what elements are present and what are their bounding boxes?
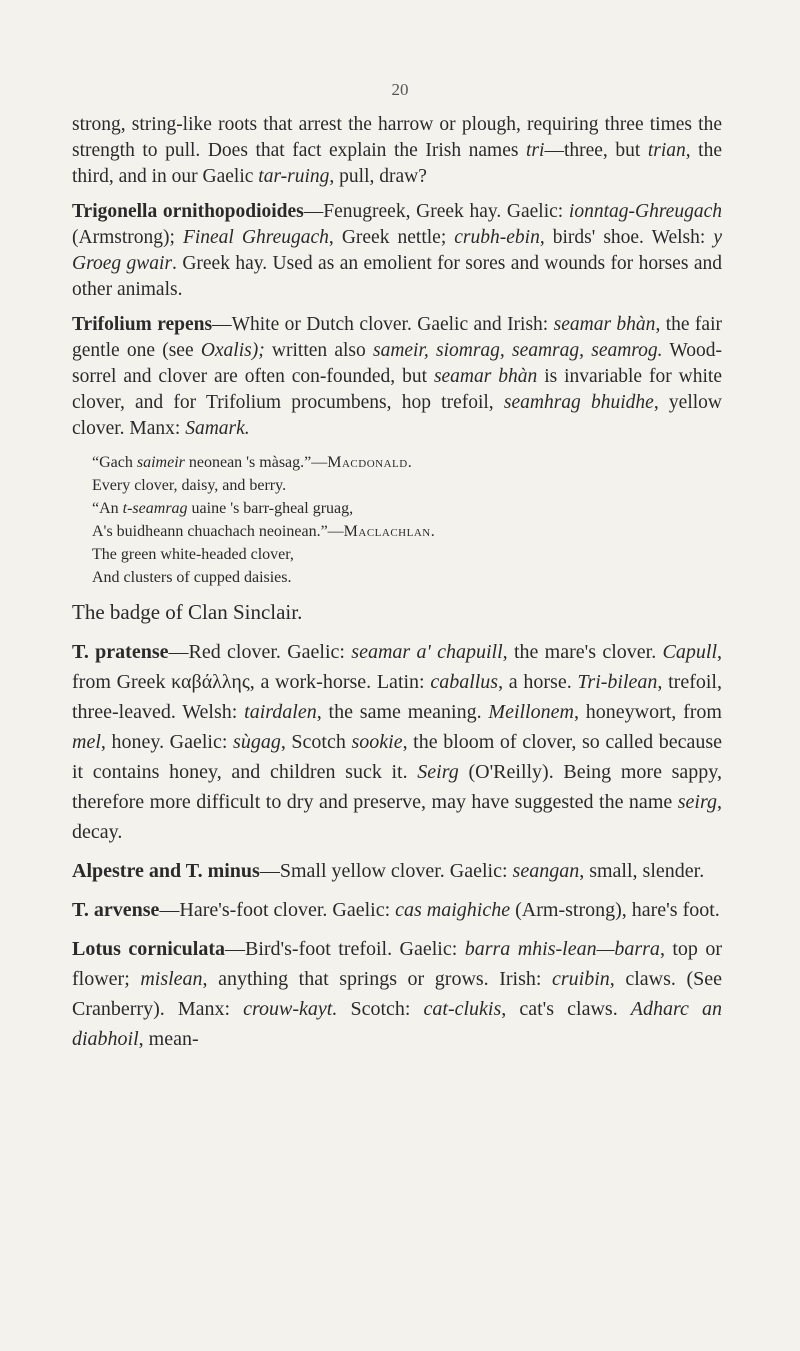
entry-t-arvense: T. arvense—Hare's-foot clover. Gaelic: cas maighiche (Arm-strong), hare's foot. — [72, 899, 720, 921]
entry-trifolium-repens: Trifolium repens—White or Dutch clover. Gaelic and Irish: seamar bhàn, the fair gentle one (see Oxalis); written also sameir, siomrag, seamrag, seamrog. Wood-sorrel and clover are often con-founded, but seamar bhàn is invariable for white clover, and for Trifolium procumbens, hop trefoil, seamhrag bhuidhe, yellow clover. Manx: Samark. — [72, 314, 722, 439]
paragraph-continuation: strong, string-like roots that arrest the harrow or plough, requiring three times the strength to pull. Does that fact explain the Irish names tri—three, but trian, the third, and in our Gaelic tar-ruing, pull, draw? — [72, 114, 722, 187]
body-text — [72, 112, 722, 1063]
clan-badge-note: The badge of Clan Sinclair. — [72, 600, 303, 624]
verse-line: “An t-seamrag uaine 's barr-gheal gruag, — [92, 500, 354, 517]
entry-heading: Trigonella ornithopodioides — [72, 201, 304, 222]
entry-lotus: Lotus corniculata—Bird's-foot trefoil. Gaelic: barra mhis-lean—barra, top or flower; mislean, anything that springs or grows. Irish: cruibin, claws. (See Cranberry). Manx: crouw-kayt. Scotch: cat-clukis, cat's claws. Adharc an diabhoil, mean- — [72, 938, 723, 1050]
verse-attribution: Macdonald. — [327, 454, 413, 471]
verse-quotation — [92, 451, 722, 589]
entry-heading: Alpestre and T. minus — [72, 860, 260, 882]
verse-line: “Gach saimeir neonean 's màsag.”—Macdonald. — [92, 454, 413, 471]
verse-attribution: Maclachlan. — [343, 523, 436, 540]
verse-line: The green white-headed clover, — [92, 546, 294, 563]
entry-t-pratense: T. pratense—Red clover. Gaelic: seamar a' chapuill, the mare's clover. Capull, from Greek καβάλλης, a work-horse. Latin: caballus, a horse. Tri-bilean, trefoil, three-leaved. Welsh: tairdalen, the same meaning. Meillonem, honeywort, from mel, honey. Gaelic: sùgag, Scotch sookie, the bloom of clover, so called because it contains honey, and children suck it. Seirg (O'Reilly). Being more sappy, therefore more difficult to dry and preserve, may have suggested the name seirg, decay. — [72, 641, 723, 843]
entry-heading: Lotus corniculata — [72, 938, 225, 960]
verse-line: A's buidheann chuachach neoinean.”—Maclachlan. — [92, 523, 436, 540]
entry-trigonella: Trigonella ornithopodioides—Fenugreek, Greek hay. Gaelic: ionntag-Ghreugach (Armstrong); Fineal Ghreugach, Greek nettle; crubh-ebin, birds' shoe. Welsh: y Groeg gwair. Greek hay. Used as an emolient for sores and wounds for horses and other animals. — [72, 201, 722, 300]
entry-alpestre: Alpestre and T. minus—Small yellow clover. Gaelic: seangan, small, slender. — [72, 860, 705, 882]
page-number: 20 — [391, 80, 409, 99]
entry-heading: Trifolium repens — [72, 314, 213, 335]
verse-line: Every clover, daisy, and berry. — [92, 477, 287, 494]
entry-heading: T. pratense — [72, 641, 169, 663]
verse-line: And clusters of cupped daisies. — [92, 569, 292, 586]
entry-heading: T. arvense — [72, 899, 160, 921]
